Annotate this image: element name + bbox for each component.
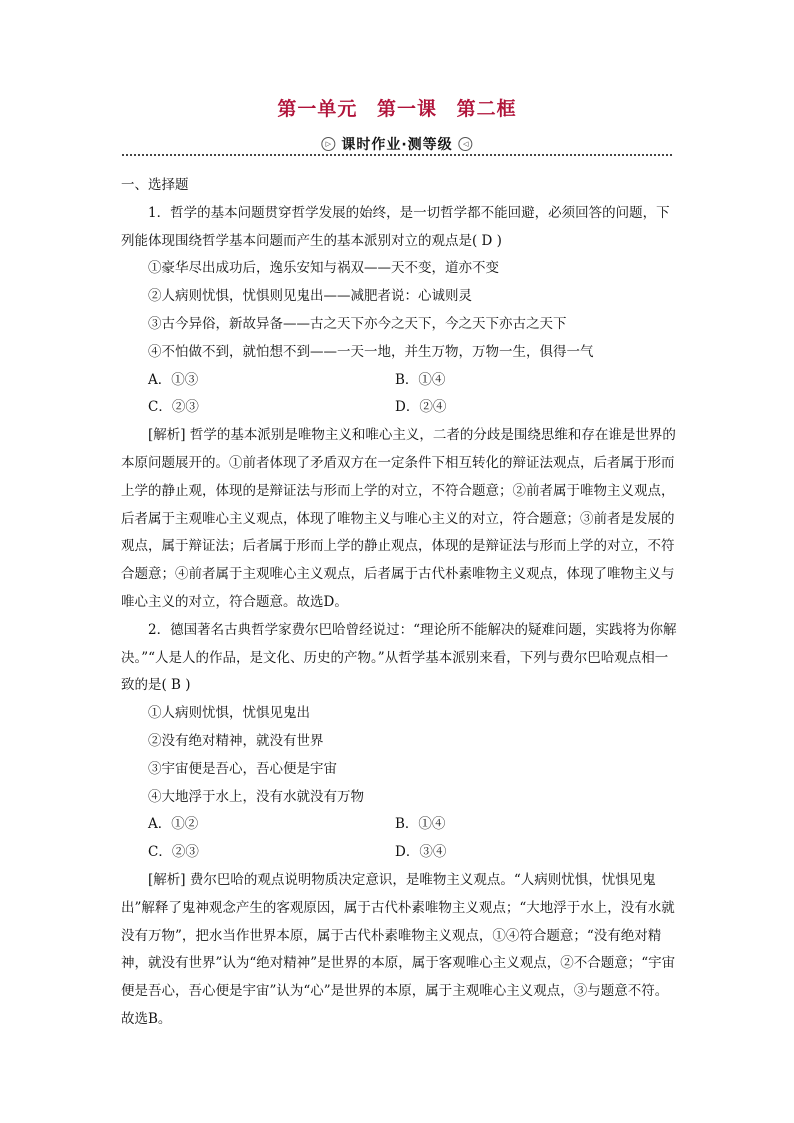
choice-row xyxy=(121,367,677,395)
analysis-paragraph xyxy=(121,867,677,1034)
choice-a: A．①③ xyxy=(148,371,199,388)
analysis-text: 哲学的基本派别是唯物主义和唯心主义，二者的分歧是围绕思维和存在谁是世界的本原问题展开的。①前者体现了矛盾双方在一定条件下相互转化的辩证法观点，后者属于形而上学的静止观，体现的是辩证法与形而上学的对立，不符合题意；②前者属于唯物主义观点，后者属于主观唯心主义观点，体现了唯物主义与唯心主义的对立，符合题意；③前者是发展的观点，属于辩证法；后者属于形而上学的静止观点，体现的是辩证法与形而上学的对立，不符合题意；④前者属于主观唯心主义观点，后者属于古代朴素唯物主义观点，体现了唯物主义与唯心主义的对立，符合题意。故选D。 xyxy=(121,427,676,610)
lesson-title: 第一课 xyxy=(376,98,437,120)
page-title xyxy=(0,94,794,121)
section-heading: 一、选择题 xyxy=(121,177,189,193)
statement-item: ③古今异俗，新故异备——古之天下亦今之天下，今之天下亦古之天下 xyxy=(148,315,567,332)
question-stem: 2．德国著名古典哲学家费尔巴哈曾经说过：“理论所不能解决的疑难问题，实践将为你解决。”“人是人的作品，是文化、历史的产物。”从哲学基本派别来看，下列与费尔巴哈观点相一致的是( B ) xyxy=(121,621,677,694)
choice-row xyxy=(121,839,677,867)
frame-title: 第二框 xyxy=(456,98,517,120)
analysis-paragraph xyxy=(121,422,677,617)
choice-a: A．①② xyxy=(148,816,199,833)
choice-b: B．①④ xyxy=(395,816,446,833)
statement-item: ②人病则忧惧，忧惧则见鬼出——减肥者说：心诚则灵 xyxy=(148,288,472,305)
choice-row xyxy=(121,811,677,839)
unit-title: 第一单元 xyxy=(277,98,358,120)
question-stem: 1．哲学的基本问题贯穿哲学发展的始终，是一切哲学都不能回避，必须回答的问题，下列能体现围绕哲学基本问题而产生的基本派别对立的观点是( D ) xyxy=(121,204,670,249)
choice-b: B．①④ xyxy=(395,371,446,388)
statement-item: ④不怕做不到，就怕想不到——一天一地，并生万物，万物一生，俱得一气 xyxy=(148,343,594,360)
choice-c: C．②③ xyxy=(148,844,199,861)
choice-d: D．②④ xyxy=(395,399,447,416)
document-body xyxy=(121,172,677,1034)
right-arrow-icon: ▷ xyxy=(321,137,335,151)
statement-item: ④大地浮于水上，没有水就没有万物 xyxy=(148,788,364,805)
statement-item: ①豪华尽出成功后，逸乐安知与祸双——天不变，道亦不变 xyxy=(148,260,499,277)
choice-row xyxy=(121,394,677,422)
analysis-tag: [解析] xyxy=(148,871,186,888)
dotted-divider xyxy=(122,154,672,156)
statement-item: ②没有绝对精神，就没有世界 xyxy=(148,732,324,749)
choice-c: C．②③ xyxy=(148,399,199,416)
left-arrow-icon: ◁ xyxy=(459,137,473,151)
analysis-tag: [解析] xyxy=(148,427,186,444)
section-banner xyxy=(122,133,672,159)
statement-item: ③宇宙便是吾心，吾心便是宇宙 xyxy=(148,760,337,777)
choice-d: D．③④ xyxy=(395,844,447,861)
analysis-text: 费尔巴哈的观点说明物质决定意识，是唯物主义观点。“人病则忧惧，忧惧见鬼出”解释了鬼神观念产生的客观原因，属于古代朴素唯物主义观点；“大地浮于水上，没有水就没有万物”，把水当作世界本原，属于古代朴素唯物主义观点，①④符合题意；“没有绝对精神，就没有世界”认为“绝对精神”是世界的本原，属于客观唯心主义观点，②不合题意；“宇宙便是吾心，吾心便是宇宙”认为“心”是世界的本原，属于主观唯心主义观点，③与题意不符。故选B。 xyxy=(121,871,676,1027)
statement-item: ①人病则忧惧，忧惧见鬼出 xyxy=(148,705,310,722)
banner-label: 课时作业·测等级 xyxy=(341,137,453,153)
